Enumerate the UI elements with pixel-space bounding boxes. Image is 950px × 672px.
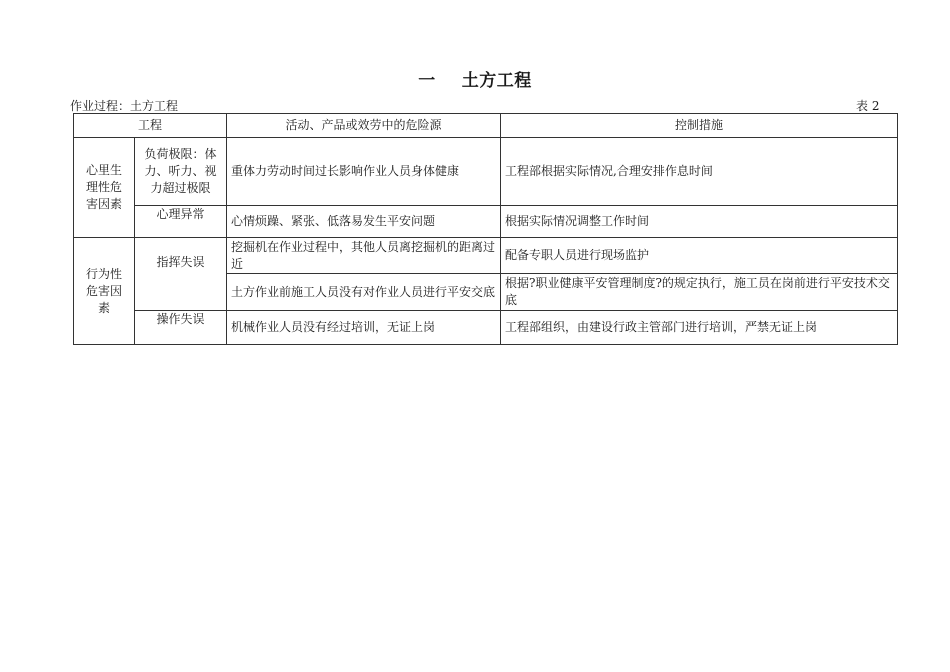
category-cell: 行为性危害因素	[74, 238, 135, 345]
hazard-table	[73, 113, 898, 345]
hazard-cell: 心情烦躁、紧张、低落易发生平安问题	[227, 206, 501, 238]
hazard-cell: 土方作业前施工人员没有对作业人员进行平安交底	[227, 274, 501, 311]
control-cell: 工程部根据实际情况,合理安排作息时间	[501, 138, 898, 206]
header-control: 控制措施	[501, 114, 898, 138]
hazard-cell: 机械作业人员没有经过培训，无证上岗	[227, 311, 501, 345]
factor-cell: 心理异常	[135, 206, 227, 238]
header-hazard: 活动、产品或效劳中的危险源	[227, 114, 501, 138]
factor-cell: 指挥失误	[135, 238, 227, 311]
document-title	[0, 66, 950, 91]
factor-cell: 负荷极限：体力、听力、视力超过极限	[135, 138, 227, 206]
process-label: 作业过程：土方工程	[70, 99, 179, 113]
header-row	[74, 114, 898, 138]
table-row	[74, 138, 898, 206]
table-row	[74, 238, 898, 274]
table-row	[74, 311, 898, 345]
control-cell: 根据实际情况调整工作时间	[501, 206, 898, 238]
table-row	[74, 206, 898, 238]
title-number: 一	[418, 71, 436, 91]
header-project: 工程	[74, 114, 227, 138]
control-cell: 根据?职业健康平安管理制度?的规定执行，施工员在岗前进行平安技术交底	[501, 274, 898, 311]
factor-cell: 操作失误	[135, 311, 227, 345]
category-cell: 心里生理性危害因素	[74, 138, 135, 238]
control-cell: 配备专职人员进行现场监护	[501, 238, 898, 274]
title-text: 土方工程	[461, 71, 532, 91]
hazard-cell: 挖掘机在作业过程中，其他人员离挖掘机的距离过近	[227, 238, 501, 274]
table-number: 表 2	[856, 99, 880, 113]
control-cell: 工程部组织，由建设行政主管部门进行培训，严禁无证上岗	[501, 311, 898, 345]
hazard-cell: 重体力劳动时间过长影响作业人员身体健康	[227, 138, 501, 206]
